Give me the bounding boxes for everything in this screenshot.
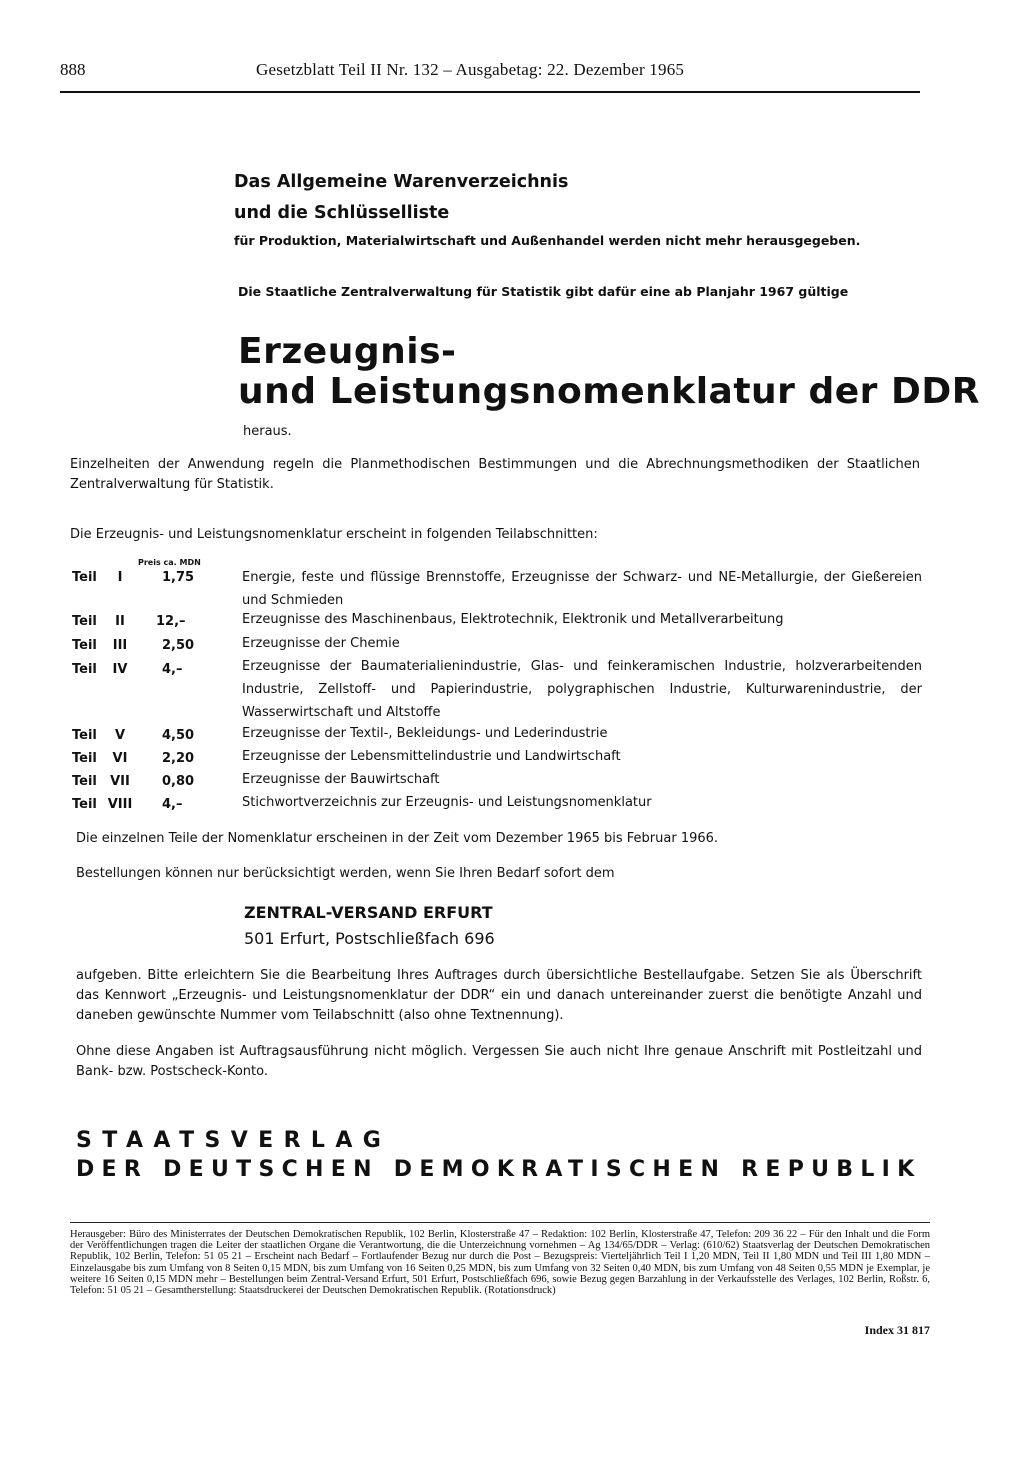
part-number: VII [110, 774, 130, 789]
headline-line-2: und Leistungsnomenklatur der DDR [238, 371, 980, 412]
part-number: III [112, 638, 128, 653]
part-price: 2,50 [162, 638, 195, 653]
part-price: 2,20 [162, 751, 195, 766]
part-description: Stichwortverzeichnis zur Erzeugnis- und Leistungsnomenklatur [242, 795, 652, 810]
paragraph-schedule: Die einzelnen Teile der Nomenklatur erscheinen in der Zeit vom Dezember 1965 bis Februar 1966. [76, 831, 719, 846]
part-description: Erzeugnisse des Maschinenbaus, Elektrotechnik, Elektronik und Metallverarbeitung [242, 612, 784, 627]
ad-intro: Die Staatliche Zentralverwaltung für Statistik gibt dafür eine ab Planjahr 1967 gültige [238, 284, 849, 299]
part-description: Erzeugnisse der Baumaterialienindustrie, Glas- und feinkeramischen Industrie, holzverarbeitenden Industrie, Zellstoff- und Papierindustrie, polygraphischen Industrie, Kulturwarenindustrie, der Wasserwirtschaft und Altstoffe [242, 659, 922, 720]
part-number: IV [112, 662, 128, 677]
part-label: Teil [72, 797, 97, 812]
imprint-text: Herausgeber: Büro des Ministerrates der Deutschen Demokratischen Republik, 102 Berlin, Klosterstraße 47 – Redaktion: 102 Berlin, Klosterstraße 47, Telefon: 209 36 22 – Für den Inhalt und die Form der Veröffentlichungen tragen die Leiter der staatlichen Organe die Verantwortung, die die Unterzeichnung vornehmen – Ag 134/65/DDR – Verlag: (610/62) Staatsverlag der Deutschen Demokratischen Republik, 102 Berlin, Telefon: 51 05 21 – Erscheint nach Bedarf – Fortlaufender Bezug nur durch die Post – Bezugspreis: Vierteljährlich Teil I 1,20 MDN, Teil II 1,80 MDN und Teil III 1,80 MDN – Einzelausgabe bis zum Umfang von 8 Seiten 0,15 MDN, bis zum Umfang von 16 Seiten 0,25 MDN, bis zum Umfang von 32 Seiten 0,40 MDN, bis zum Umfang von 48 Seiten 0,55 MDN je Exemplar, je weitere 16 Seiten 0,15 MDN mehr – Bestellungen beim Zentral-Versand Erfurt, 501 Erfurt, Postschließfach 696, sowie Bezug gegen Barzahlung in der Verkaufsstelle des Verlages, 102 Berlin, Roßstr. 6, Telefon: 51 05 21 – Gesamtherstellung: Staatsdruckerei der Deutschen Demokratischen Republik. (Rotationsdruck) [70, 1229, 930, 1297]
part-number: II [115, 614, 125, 629]
part-description: Erzeugnisse der Chemie [242, 636, 400, 651]
paragraph-sections-intro: Die Erzeugnis- und Leistungsnomenklatur erscheint in folgenden Teilabschnitten: [70, 527, 598, 542]
paragraph-orders: Bestellungen können nur berücksichtigt werden, wenn Sie Ihren Bedarf sofort dem [76, 866, 615, 881]
part-price: 4,– [162, 662, 183, 677]
part-description: Energie, feste und flüssige Brennstoffe, Erzeugnisse der Schwarz- und NE-Metallurgie, der Gießereien und Schmieden [242, 570, 922, 608]
paragraph-order-instructions: aufgeben. Bitte erleichtern Sie die Bearbeitung Ihres Auftrages durch übersichtliche Bestellaufgabe. Setzen Sie als Überschrift das Kennwort „Erzeugnis- und Leistungsnomenklatur der DDR“ ein und danach untereinander zuerst die benötigte Anzahl und daneben gewünschte Nummer vom Teilabschnitt (also ohne Textnennung). [76, 968, 922, 1023]
publisher-line-2: DER DEUTSCHEN DEMOKRATISCHEN REPUBLIK [76, 1157, 922, 1182]
part-label: Teil [72, 751, 97, 766]
part-number: I [117, 570, 123, 585]
part-price: 12,– [156, 614, 186, 629]
part-price: 4,50 [162, 728, 195, 743]
paragraph-requirements: Ohne diese Angaben ist Auftragsausführung nicht möglich. Vergessen Sie auch nicht Ihre genaue Anschrift mit Postleitzahl und Bank- bzw. Postscheck-Konto. [76, 1044, 922, 1079]
part-price: 1,75 [162, 570, 195, 585]
part-price: 4,– [162, 797, 183, 812]
paragraph-application: Einzelheiten der Anwendung regeln die Planmethodischen Bestimmungen und die Abrechnungsmethodiken der Staatlichen Zentralverwaltung für Statistik. [70, 457, 920, 492]
footer-rule [70, 1222, 930, 1223]
ad-subtitle: für Produktion, Materialwirtschaft und Außenhandel werden nicht mehr herausgegeben. [234, 233, 861, 248]
part-price: 0,80 [162, 774, 195, 789]
ad-title-line-1: Das Allgemeine Warenverzeichnis [234, 172, 569, 192]
publisher-line-1: STAATSVERLAG [76, 1128, 392, 1153]
part-label: Teil [72, 662, 97, 677]
distributor-name: ZENTRAL-VERSAND ERFURT [244, 903, 493, 922]
part-label: Teil [72, 774, 97, 789]
header-rule [60, 91, 920, 93]
ad-title-line-2: und die Schlüsselliste [234, 203, 450, 223]
part-number: VI [112, 751, 128, 766]
page-number: 888 [60, 60, 86, 79]
part-label: Teil [72, 728, 97, 743]
header-title: Gesetzblatt Teil II Nr. 132 – Ausgabetag: 22. Dezember 1965 [256, 60, 685, 79]
part-label: Teil [72, 638, 97, 653]
part-number: V [114, 728, 126, 743]
headline-line-1: Erzeugnis- [238, 331, 457, 372]
part-number: VIII [107, 797, 133, 812]
part-description: Erzeugnisse der Bauwirtschaft [242, 772, 440, 787]
part-description: Erzeugnisse der Lebensmittelindustrie und Landwirtschaft [242, 749, 621, 764]
price-column-header: Preis ca. MDN [138, 558, 201, 567]
heraus-text: heraus. [243, 424, 292, 439]
part-label: Teil [72, 614, 97, 629]
index-number: Index 31 817 [864, 1323, 930, 1337]
distributor-address: 501 Erfurt, Postschließfach 696 [244, 929, 495, 948]
part-description: Erzeugnisse der Textil-, Bekleidungs- und Lederindustrie [242, 726, 608, 741]
part-label: Teil [72, 570, 97, 585]
